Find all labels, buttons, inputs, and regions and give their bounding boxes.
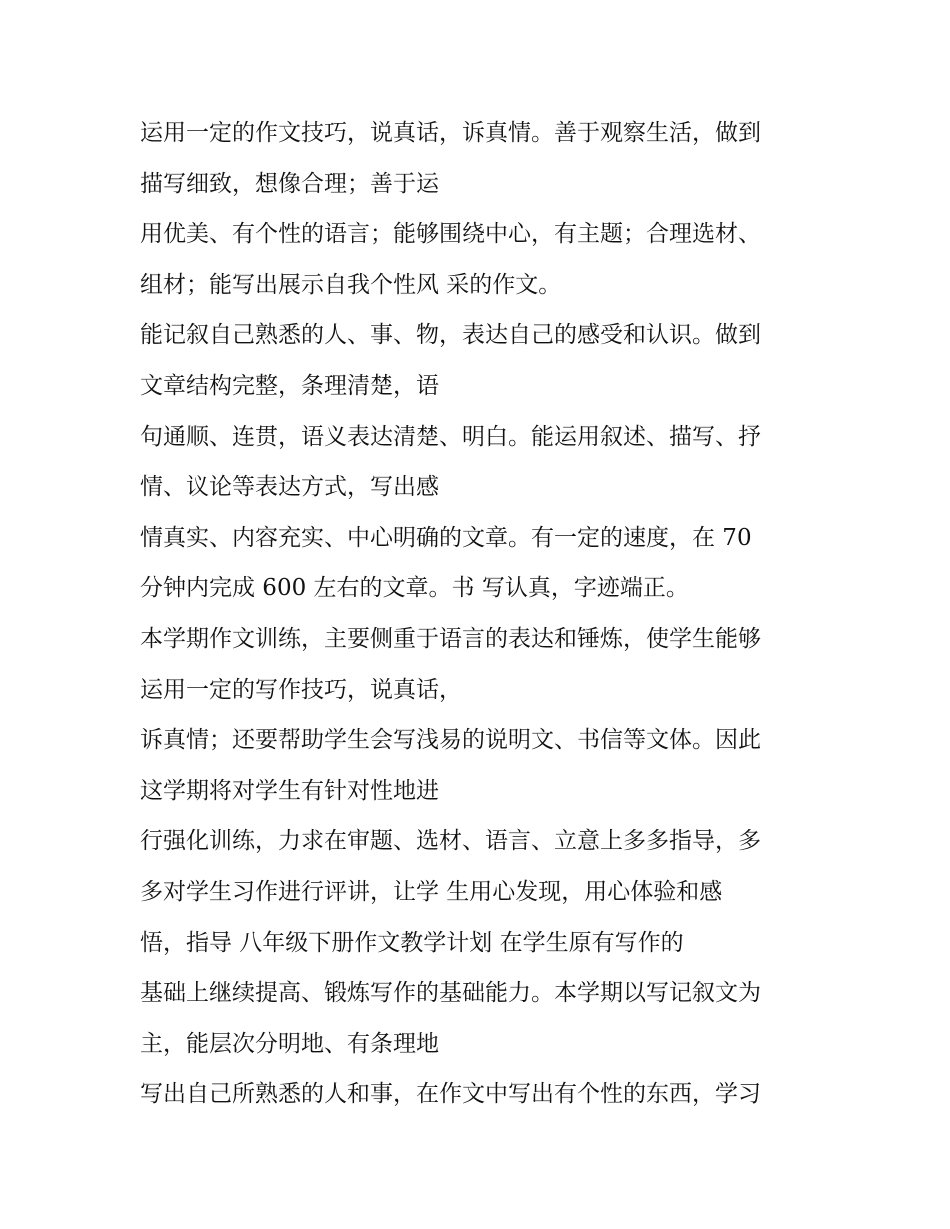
text-line: 行强化训练，力求在审题、选材、语言、立意上多多指导，多 (140, 828, 761, 855)
text-line: 这学期将对学生有针对性地进 (140, 777, 439, 804)
text-line: 本学期作文训练，主要侧重于语言的表达和锤炼，使学生能够 (140, 625, 761, 652)
text-line: 句通顺、连贯，语义表达清楚、明白。能运用叙述、描写、抒 (140, 423, 761, 450)
text-line: 悟，指导 八年级下册作文教学计划 在学生原有写作的 (140, 929, 684, 956)
text-line: 主，能层次分明地、有条理地 (140, 1030, 439, 1057)
text-line: 能记叙自己熟悉的人、事、物，表达自己的感受和认识。做到 (140, 322, 761, 349)
text-line: 运用一定的写作技巧，说真话， (140, 676, 462, 703)
text-line: 情真实、内容充实、中心明确的文章。有一定的速度，在 70 (140, 524, 752, 551)
text-line: 诉真情；还要帮助学生会写浅易的说明文、书信等文体。因此 (140, 727, 761, 754)
text-line: 多对学生习作进行评讲，让学 生用心发现，用心体验和感 (140, 878, 723, 905)
text-line: 文章结构完整，条理清楚，语 (140, 372, 439, 399)
text-line: 分钟内完成 600 左右的文章。书 写认真，字迹端正。 (140, 575, 689, 602)
text-line: 运用一定的作文技巧，说真话，诉真情。善于观察生活，做到 (140, 120, 761, 146)
text-line: 用优美、有个性的语言；能够围绕中心，有主题；合理选材、 (140, 221, 761, 248)
text-line: 组材；能写出展示自我个性风 采的作文。 (140, 271, 562, 298)
text-line: 基础上继续提高、锻炼写作的基础能力。本学期以写记叙文为 (140, 980, 761, 1007)
text-line: 描写细致，想像合理；善于运 (140, 170, 439, 197)
document-body (140, 108, 830, 1120)
text-line: 写出自己所熟悉的人和事，在作文中写出有个性的东西，学习 (140, 1081, 761, 1108)
text-line: 情、议论等表达方式，写出感 (140, 474, 439, 501)
